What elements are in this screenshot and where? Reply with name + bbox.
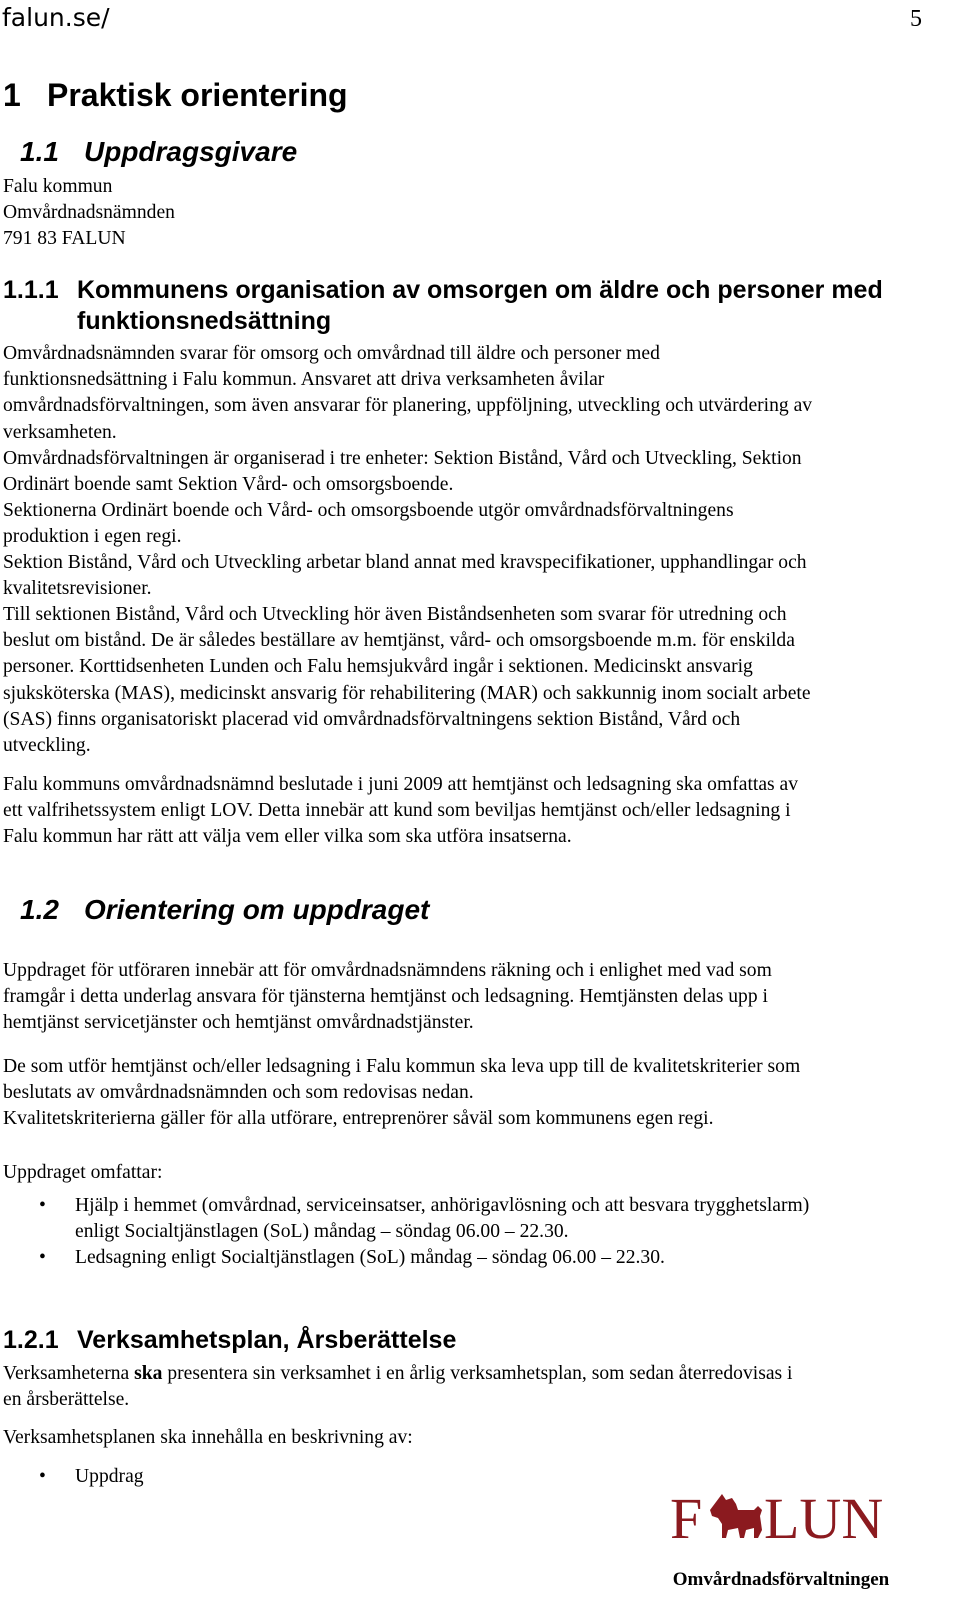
- text-line: kvalitetsrevisioner.: [3, 578, 152, 600]
- text-line: Omvårdnadsförvaltningen är organiserad i tre enheter: Sektion Bistånd, Vård och Utveckling, Sektion: [3, 448, 802, 469]
- falun-logo-wordmark: [666, 1484, 896, 1562]
- address-line: 791 83 FALUN: [3, 228, 126, 250]
- list-item: [3, 1245, 945, 1271]
- heading-1-1-number: 1.1: [20, 136, 59, 167]
- paragraph: [3, 772, 945, 851]
- address-block: [3, 174, 945, 253]
- heading-1-2-1-title: Verksamhetsplan, Årsberättelse: [77, 1326, 457, 1354]
- text-line: Sektionerna Ordinärt boende och Vård- och omsorgsboende utgör omvårdnadsförvaltningens: [3, 500, 734, 521]
- heading-1-2-number: 1.2: [20, 894, 59, 925]
- text-line: (SAS) finns organisatoriskt placerad vid omvårdnadsförvaltningens sektion Bistånd, Vård och: [3, 708, 741, 730]
- text-line: Sektion Bistånd, Vård och Utveckling arbetar bland annat med kravspecifikationer, upphandlingar och: [3, 552, 807, 573]
- heading-1-2: [20, 892, 429, 928]
- bold-text: ska: [134, 1363, 163, 1384]
- text-line: hemtjänst servicetjänster och hemtjänst omvårdnadstjänster.: [3, 1012, 474, 1034]
- text-line: utveckling.: [3, 735, 91, 757]
- text-line: verksamheten.: [3, 421, 117, 443]
- paragraph: [3, 1361, 945, 1413]
- paragraph: [3, 1106, 945, 1132]
- heading-1: [3, 74, 348, 116]
- text-line: Verksamhetsplanen ska innehålla en beskrivning av:: [3, 1427, 413, 1448]
- heading-1-2-title: Orientering om uppdraget: [84, 894, 430, 925]
- text-line: omvårdnadsförvaltningen, som även ansvarar för planering, uppföljning, utveckling och utvärdering av: [3, 395, 813, 417]
- text-run: Verksamheterna: [3, 1363, 135, 1384]
- paragraph: [3, 550, 945, 602]
- text-line: enligt Socialtjänstlagen (SoL) måndag – söndag 06.00 – 22.30.: [75, 1221, 569, 1243]
- bullet-icon: •: [39, 1466, 46, 1487]
- falun-logo: [666, 1484, 896, 1622]
- text-line: De som utför hemtjänst och/eller ledsagning i Falu kommun ska leva upp till de kvalitetskriterier som: [3, 1056, 801, 1077]
- paragraph: [3, 341, 945, 446]
- page-number: 5: [910, 6, 922, 32]
- logo-subtitle: Omvårdnadsförvaltningen: [672, 1569, 890, 1590]
- heading-1-1-1-title: Kommunens organisation av omsorgen om äldre och personer med funktionsnedsättning: [77, 276, 883, 335]
- heading-1-number: 1: [3, 77, 21, 113]
- logo-letters: LUN: [764, 1486, 884, 1551]
- text-line: Uppdrag: [75, 1466, 144, 1487]
- text-line: ett valfrihetssystem enligt LOV. Detta innebär att kund som beviljas hemtjänst och/eller ledsagning i: [3, 800, 791, 822]
- text-line: Falu kommun har rätt att välja vem eller vilka som ska utföra insatserna.: [3, 826, 572, 848]
- address-line: Falu kommun: [3, 176, 113, 197]
- text-line: Hjälp i hemmet (omvårdnad, serviceinsatser, anhörigavlösning och att besvara trygghetslarm): [75, 1195, 810, 1216]
- heading-1-title: Praktisk orientering: [47, 77, 348, 113]
- paragraph: [3, 498, 945, 550]
- bullet-icon: •: [39, 1247, 46, 1269]
- heading-1-2-1-number: 1.2.1: [3, 1326, 59, 1354]
- text-line: framgår i detta underlag ansvara för tjänsterna hemtjänst och ledsagning. Hemtjänsten delas upp i: [3, 986, 768, 1008]
- bullet-list: [3, 1193, 945, 1272]
- text-line: beslutats av omvårdnadsnämnden och som redovisas nedan.: [3, 1082, 474, 1104]
- text-run: presentera sin verksamhet i en årlig verksamhetsplan, som sedan återredovisas i: [162, 1363, 793, 1384]
- logo-letter: F: [670, 1486, 703, 1551]
- text-line: Kvalitetskriterierna gäller för alla utförare, entreprenörer såväl som kommunens egen regi.: [3, 1108, 714, 1129]
- paragraph: [3, 1425, 945, 1451]
- paragraph: [3, 958, 945, 1037]
- text-line: Ordinärt boende samt Sektion Vård- och omsorgsboende.: [3, 474, 454, 496]
- text-line: en årsberättelse.: [3, 1389, 130, 1411]
- page-header-url: falun.se/: [2, 3, 110, 32]
- bullet-icon: •: [39, 1195, 46, 1216]
- text-line: Uppdraget för utföraren innebär att för omvårdnadsnämndens räkning och i enlighet med vad som: [3, 960, 772, 981]
- text-line: Omvårdnadsnämnden svarar för omsorg och omvårdnad till äldre och personer med: [3, 343, 660, 364]
- heading-1-2-1: [3, 1325, 953, 1356]
- heading-1-1-title: Uppdragsgivare: [84, 136, 298, 167]
- text-line: Till sektionen Bistånd, Vård och Utveckling hör även Biståndsenheten som svarar för utredning och: [3, 604, 787, 625]
- list-item: [3, 1193, 945, 1245]
- text-line: sjuksköterska (MAS), medicinskt ansvarig för rehabilitering (MAR) och sakkunnig inom socialt arbete: [3, 682, 811, 704]
- paragraph: [3, 446, 945, 498]
- text-line: funktionsnedsättning i Falu kommun. Ansvaret att driva verksamheten åvilar: [3, 369, 605, 391]
- address-line: Omvårdnadsnämnden: [3, 202, 175, 224]
- paragraph: [3, 602, 945, 759]
- text-line: [3, 1361, 945, 1387]
- paragraph: [3, 1160, 945, 1186]
- text-line: Uppdraget omfattar:: [3, 1162, 163, 1183]
- heading-1-1-1: [3, 275, 953, 337]
- text-line: beslut om bistånd. De är således beställare av hemtjänst, vård- och omsorgsboende m.m. för enskilda: [3, 630, 795, 652]
- text-line: produktion i egen regi.: [3, 526, 182, 548]
- text-line: Ledsagning enligt Socialtjänstlagen (SoL) måndag – söndag 06.00 – 22.30.: [75, 1247, 665, 1269]
- paragraph: [3, 1054, 945, 1106]
- dala-horse-icon: [710, 1494, 762, 1538]
- text-line: personer. Korttidsenheten Lunden och Falu hemsjukvård ingår i sektionen. Medicinskt ansvarig: [3, 656, 753, 678]
- heading-1-1-1-number: 1.1.1: [3, 276, 59, 304]
- text-line: Falu kommuns omvårdnadsnämnd beslutade i juni 2009 att hemtjänst och ledsagning ska omfattas av: [3, 774, 799, 795]
- heading-1-1: [20, 134, 297, 170]
